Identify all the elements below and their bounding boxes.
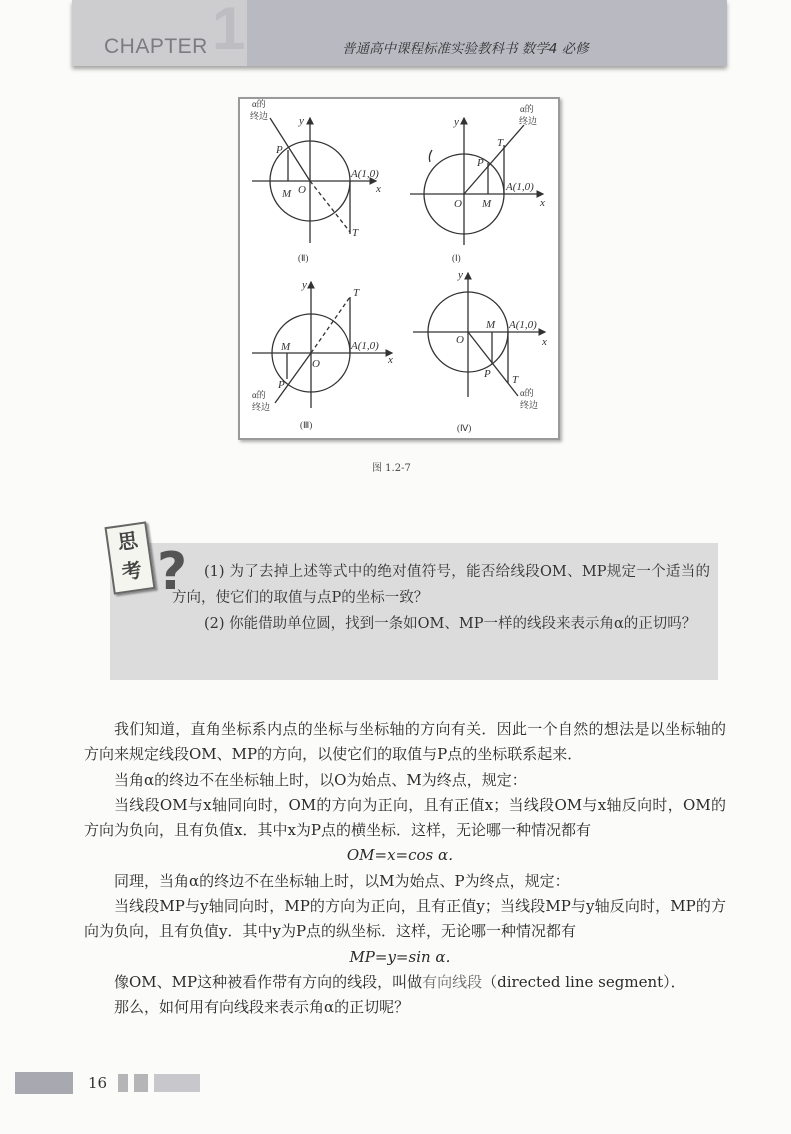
panel-iv bbox=[413, 273, 545, 397]
paragraph: 同理，当角α的终边不在坐标轴上时，以M为始点、P为终点，规定： bbox=[114, 871, 570, 890]
book-title: 普通高中课程标准实验教科书 数学4 必修 bbox=[342, 41, 589, 57]
axis-label-x: x bbox=[388, 354, 393, 366]
think-question-1 bbox=[172, 559, 710, 611]
paragraph: 当角α的终边不在坐标轴上时，以O为始点、M为终点，规定： bbox=[114, 770, 527, 789]
chapter-label: CHAPTER bbox=[104, 35, 208, 58]
point-label-o: O bbox=[298, 184, 306, 196]
paragraph: 我们知道，直角坐标系内点的坐标与坐标轴的方向有关．因此一个自然的想法是以坐标轴的方向来规定线段OM、MP的方向，以使它们的取值与P点的坐标联系起来． bbox=[84, 720, 726, 764]
panel-label: (Ⅲ) bbox=[300, 420, 313, 430]
think-char: 考 bbox=[120, 557, 144, 585]
chapter-number: 1 bbox=[212, 0, 246, 62]
point-label-t: T bbox=[353, 287, 360, 299]
key-term: 有向线段 bbox=[422, 972, 483, 991]
point-label-o: O bbox=[454, 198, 462, 210]
point-label-a: A(1,0) bbox=[506, 181, 534, 193]
point-label-m: M bbox=[482, 198, 492, 210]
think-icon bbox=[105, 520, 188, 605]
point-label-p: P bbox=[484, 368, 491, 380]
point-label-a: A(1,0) bbox=[351, 340, 379, 352]
figure-caption: 图 1.2-7 bbox=[372, 463, 411, 474]
paragraph: 当线段MP与y轴同向时，MP的方向为正向，且有正值y；当线段MP与y轴反向时，MP的方向为负向，且有负值y．其中y为P点的纵坐标．这样，无论哪一种情况都有 bbox=[84, 897, 726, 941]
question-text: (1) 为了去掉上述等式中的绝对值符号，能否给线段OM、MP规定一个适当的方向，使它们的取值与点P的坐标一致？ bbox=[172, 564, 710, 606]
paragraph: 那么，如何用有向线段来表示角α的正切呢？ bbox=[114, 998, 410, 1017]
terminal-side-label: 终边 bbox=[252, 402, 271, 412]
point-label-t: T bbox=[497, 137, 504, 149]
paragraph: 当线段OM与x轴同向时，OM的方向为正向，且有正值x；当线段OM与x轴反向时，OM的方向为负向，且有负值x．其中x为P点的横坐标．这样，无论哪一种情况都有 bbox=[84, 795, 726, 840]
point-label-p: P bbox=[276, 144, 283, 156]
point-label-t: T bbox=[512, 374, 519, 386]
terminal-side-label: 终边 bbox=[520, 400, 539, 410]
question-mark-icon: ? bbox=[157, 542, 188, 602]
axis-label-x: x bbox=[540, 197, 545, 209]
paragraph bbox=[84, 970, 726, 995]
body-text bbox=[84, 717, 726, 1021]
point-label-m: M bbox=[486, 319, 496, 331]
text: （directed line segment）． bbox=[482, 972, 686, 991]
axis-label-x: x bbox=[542, 336, 547, 348]
terminal-side-label: α的 bbox=[520, 104, 534, 114]
footer-block bbox=[118, 1074, 128, 1092]
axis-label-y: y bbox=[302, 279, 307, 291]
point-label-o: O bbox=[312, 358, 320, 370]
terminal-side-label: α的 bbox=[520, 388, 534, 398]
axis-label-y: y bbox=[458, 269, 463, 281]
panel-ii bbox=[252, 118, 376, 243]
point-label-p: P bbox=[477, 157, 484, 169]
think-char: 思 bbox=[116, 527, 140, 555]
axis-label-x: x bbox=[376, 183, 381, 195]
footer-block bbox=[134, 1074, 148, 1092]
terminal-side-label: 终边 bbox=[519, 116, 538, 126]
question-text: (2) 你能借助单位圆，找到一条如OM、MP一样的线段来表示角α的正切吗？ bbox=[204, 616, 697, 632]
point-label-m: M bbox=[282, 188, 292, 200]
unit-circle-diagrams bbox=[0, 0, 791, 480]
axis-label-y: y bbox=[454, 116, 459, 128]
axis-label-y: y bbox=[299, 115, 304, 127]
page-number: 16 bbox=[88, 1074, 108, 1092]
panel-label: (Ⅱ) bbox=[298, 253, 309, 263]
point-label-a: A(1,0) bbox=[509, 319, 537, 331]
formula-cos: OM=x=cos α． bbox=[346, 846, 464, 865]
point-label-t: T bbox=[352, 227, 359, 239]
terminal-side-label: α的 bbox=[252, 390, 266, 400]
footer-bar bbox=[15, 1072, 73, 1094]
point-label-p: P bbox=[278, 379, 285, 391]
terminal-side-label: α的 bbox=[252, 99, 266, 109]
point-label-a: A(1,0) bbox=[351, 168, 379, 180]
point-label-m: M bbox=[281, 341, 291, 353]
formula-sin: MP=y=sin α． bbox=[349, 947, 461, 966]
panel-label: (Ⅰ) bbox=[452, 253, 461, 263]
footer-block bbox=[154, 1074, 200, 1092]
panel-label: (Ⅳ) bbox=[457, 423, 472, 433]
think-question-2 bbox=[172, 611, 710, 637]
point-label-o: O bbox=[456, 334, 464, 346]
terminal-side-label: 终边 bbox=[250, 111, 269, 121]
text: 像OM、MP这种被看作带有方向的线段，叫做 bbox=[114, 972, 423, 991]
